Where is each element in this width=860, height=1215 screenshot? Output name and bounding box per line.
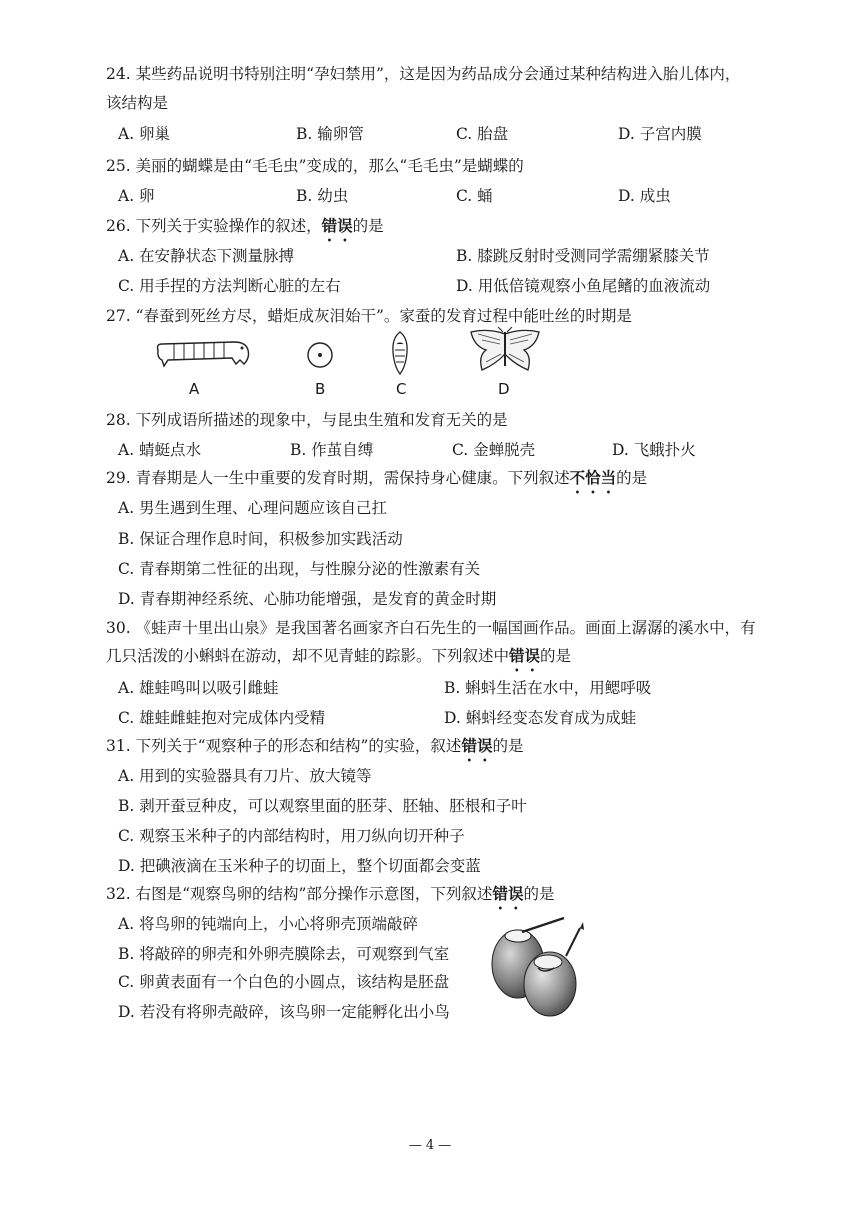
q31-option-a: A. 用到的实验器具有刀片、放大镜等 [118,767,372,785]
q30-option-b: B. 蝌蚪生活在水中，用鳃呼吸 [444,679,652,697]
q30-option-a: A. 雄蛙鸣叫以吸引雌蛙 [118,679,279,697]
q28-option-a: A. 蜻蜓点水 [118,441,202,459]
q29-stem-pre: 29. 青春期是人一生中重要的发育时期，需保持身心健康。下列叙述 [106,469,570,487]
q27-stem: 27. “春蚕到死丝方尽，蜡炬成灰泪始干”。家蚕的发育过程中能吐丝的时期是 [106,307,632,325]
q30-stem-post: 的是 [540,647,572,665]
q30-stem-pre: 几只活泼的小蝌蚪在游动，却不见青蛙的踪影。下列叙述中 [106,647,510,665]
q31-stem-pre: 31. 下列关于“观察种子的形态和结构”的实验，叙述 [106,737,462,755]
q27-label-a: A [189,380,200,398]
q30-stem-emphasis: 错误 [509,646,541,665]
q32-stem-emphasis: 错误 [492,884,524,903]
q32-stem-pre: 32. 右图是“观察鸟卵的结构”部分操作示意图，下列叙述 [106,885,493,903]
q26-stem-post: 的是 [352,217,384,235]
q26-option-a: A. 在安静状态下测量脉搏 [118,247,295,265]
q26-stem-pre: 26. 下列关于实验操作的叙述， [106,217,322,235]
q24-stem-line2: 该结构是 [106,94,169,112]
q32-option-c: C. 卵黄表面有一个白色的小圆点，该结构是胚盘 [118,973,450,991]
q31-option-d: D. 把碘液滴在玉米种子的切面上，整个切面都会变蓝 [118,857,481,875]
q30-stem-line1: 30. 《蛙声十里出山泉》是我国著名画家齐白石先生的一幅国画作品。画面上潺潺的溪水中，有 [106,619,756,637]
q29-option-a: A. 男生遇到生理、心理问题应该自己扛 [118,499,388,517]
q27-label-b: B [315,380,326,398]
pupa-icon [388,330,412,376]
q25-option-c: C. 蛹 [456,187,493,205]
bird-egg-figure [484,912,592,1022]
q28-stem: 28. 下列成语所描述的现象中，与昆虫生殖和发育无关的是 [106,411,508,429]
q32-option-b: B. 将敲碎的卵壳和外卵壳膜除去，可观察到气室 [118,945,450,963]
page-number: — 4 — [408,1138,452,1153]
q29-option-d: D. 青春期神经系统、心肺功能增强，是发育的黄金时期 [118,590,497,608]
q25-stem: 25. 美丽的蝴蝶是由“毛毛虫”变成的，那么“毛毛虫”是蝴蝶的 [106,157,524,175]
q26-stem-emphasis: 错误 [321,216,353,235]
q27-label-d: D [498,380,510,398]
q24-stem-line1: 24. 某些药品说明书特别注明“孕妇禁用”，这是因为药品成分会通过某种结构进入胎儿体内， [106,65,741,83]
q29-stem-post: 的是 [616,469,648,487]
q31-option-c: C. 观察玉米种子的内部结构时，用刀纵向切开种子 [118,827,465,845]
q31-stem-emphasis: 错误 [461,736,493,755]
egg-icon [305,340,335,370]
q26-option-d: D. 用低倍镜观察小鱼尾鳍的血液流动 [456,277,711,295]
q28-option-d: D. 飞蛾扑火 [612,441,696,459]
q25-option-d: D. 成虫 [618,187,671,205]
silkworm-larva-icon [154,336,252,372]
q32-stem-post: 的是 [523,885,555,903]
q29-option-b: B. 保证合理作息时间，积极参加实践活动 [118,530,403,548]
q30-option-c: C. 雄蛙雌蛙抱对完成体内受精 [118,709,326,727]
q27-label-c: C [396,380,407,398]
q26-option-b: B. 膝跳反射时受测同学需绷紧膝关节 [456,247,710,265]
q26-option-c: C. 用手捏的方法判断心脏的左右 [118,277,341,295]
q24-option-d: D. 子宫内膜 [618,125,702,143]
q29-stem-emphasis: 不恰当 [569,468,617,487]
q24-option-b: B. 输卵管 [296,125,364,143]
q30-stem-line2 [106,646,571,675]
q29-stem [106,468,647,497]
q25-option-a: A. 卵 [118,187,155,205]
q30-option-d: D. 蝌蚪经变态发育成为成蛙 [444,709,637,727]
q31-option-b: B. 剥开蚕豆种皮，可以观察里面的胚芽、胚轴、胚根和子叶 [118,797,527,815]
moth-icon [468,326,542,376]
q25-option-b: B. 幼虫 [296,187,349,205]
q32-option-d: D. 若没有将卵壳敲碎，该鸟卵一定能孵化出小鸟 [118,1003,450,1021]
q26-stem [106,216,384,245]
q24-option-a: A. 卵巢 [118,125,171,143]
q28-option-c: C. 金蝉脱壳 [452,441,536,459]
q32-option-a: A. 将鸟卵的钝端向上，小心将卵壳顶端敲碎 [118,915,419,933]
q31-stem [106,736,523,765]
q32-stem [106,884,554,913]
q28-option-b: B. 作茧自缚 [290,441,374,459]
q31-stem-post: 的是 [492,737,524,755]
q29-option-c: C. 青春期第二性征的出现，与性腺分泌的性激素有关 [118,560,481,578]
q24-option-c: C. 胎盘 [456,125,509,143]
